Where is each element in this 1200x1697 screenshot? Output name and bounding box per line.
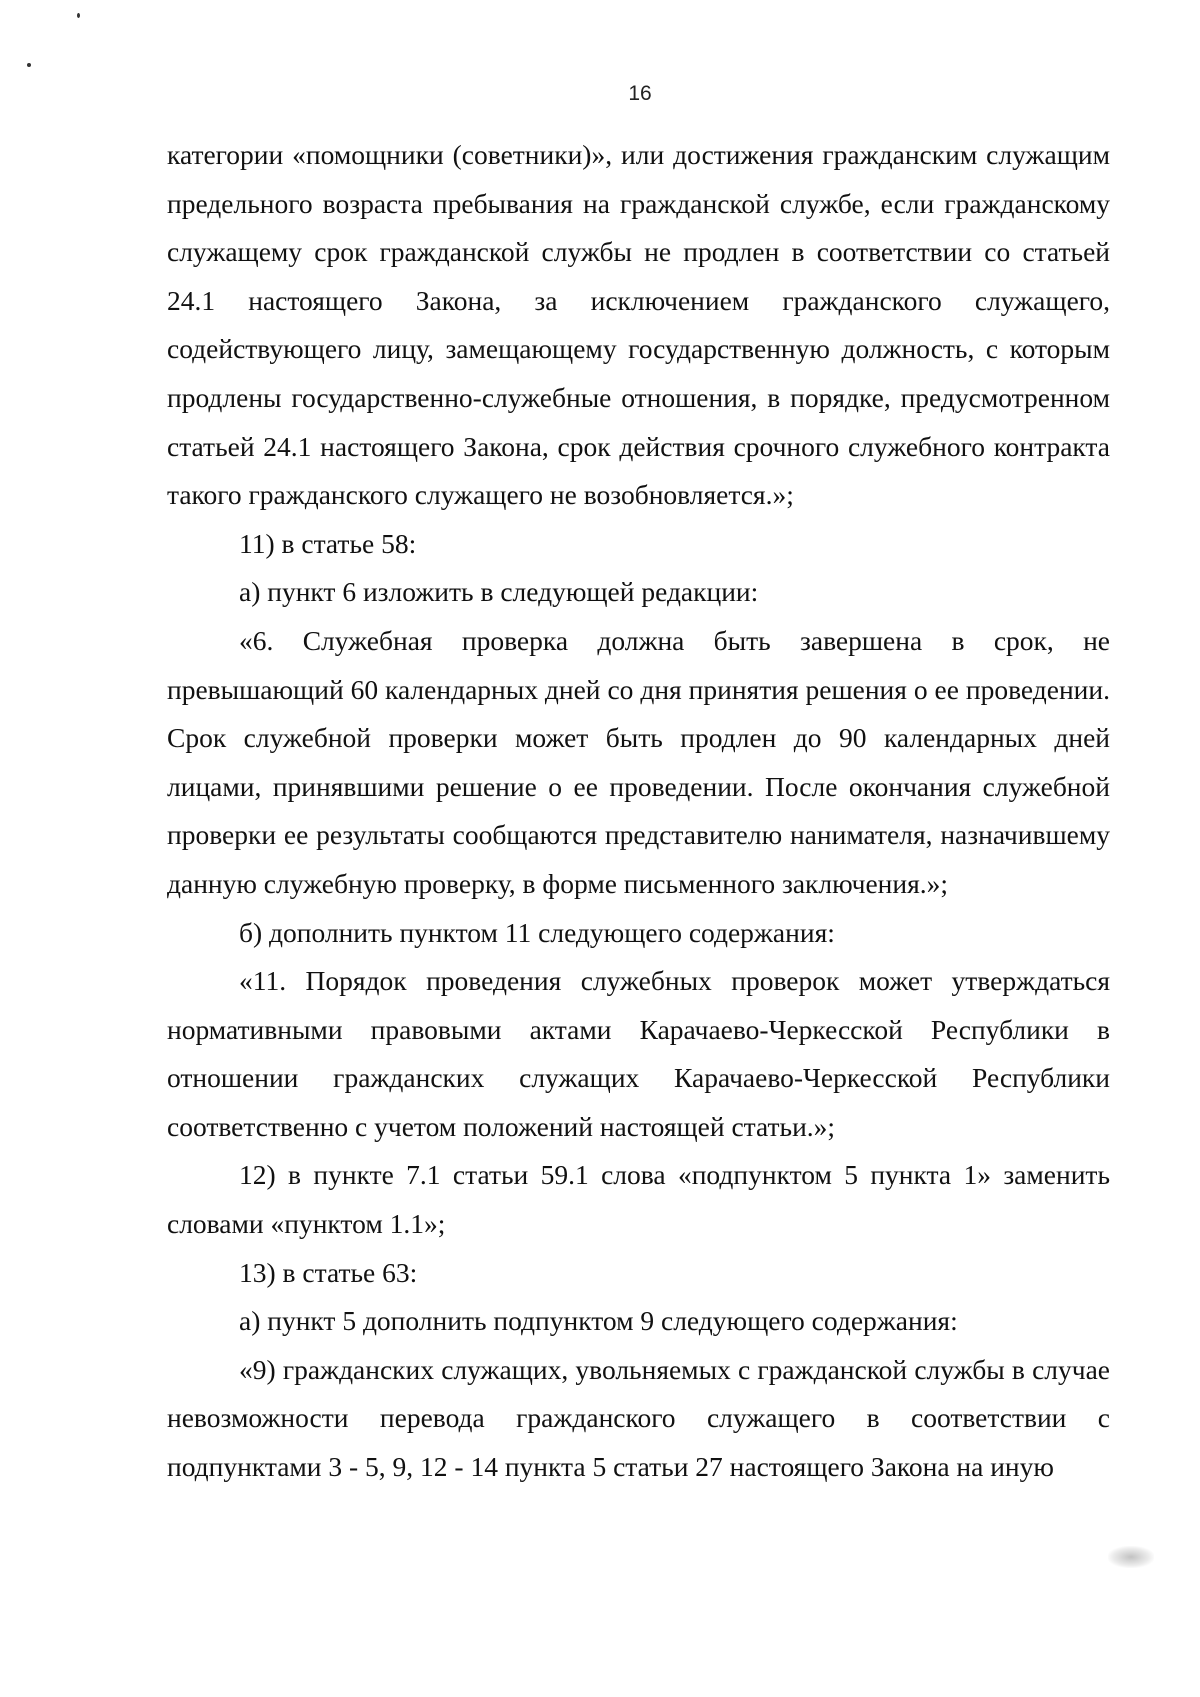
paragraph: «9) гражданских служащих, увольняемых с гражданской службы в случае невозможности перевода гражданского служащего в соответствии с подпунктами 3 - 5, 9, 12 - 14 пункта 5 статьи 27 настоящего Закона на иную	[167, 1353, 1110, 1483]
paragraph: а) пункт 5 дополнить подпунктом 9 следующего содержания:	[239, 1305, 958, 1337]
paragraph: категории «помощники (советники)», или достижения гражданским служащим предельного возраста пребывания на гражданской службе, если гражданскому служащему срок гражданской службы не продлен в соответствии со статьей 24.1 настоящего Закона, за исключением гражданского служащего, содействующего лицу, замещающему государственную должность, с которым продлены государственно-служебные отношения, в порядке, предусмотренном статьей 24.1 настоящего Закона, срок действия срочного служебного контракта такого гражданского служащего не возобновляется.»;	[167, 139, 1110, 511]
page-number: 16	[628, 82, 652, 105]
paragraph: «11. Порядок проведения служебных проверок может утверждаться нормативными правовыми актами Карачаево-Черкесской Республики в отношении гражданских служащих Карачаево-Черкесской Республики соответственно с учетом положений настоящей статьи.»;	[167, 965, 1110, 1142]
paragraph: 11) в статье 58:	[239, 527, 417, 559]
scan-speck	[77, 13, 80, 18]
paragraph: «6. Служебная проверка должна быть завершена в срок, не превышающий 60 календарных дней со дня принятия решения о ее проведении. Срок служебной проверки может быть продлен до 90 календарных дней лицами, принявшими решение о ее проведении. После окончания служебной проверки ее результаты сообщаются представителю нанимателя, назначившему данную служебную проверку, в форме письменного заключения.»;	[167, 624, 1110, 899]
scan-speck	[27, 63, 31, 67]
scan-smudge	[1108, 1546, 1154, 1568]
document-body	[167, 131, 1110, 1492]
paragraph: а) пункт 6 изложить в следующей редакции:	[239, 576, 759, 608]
paragraph: б) дополнить пунктом 11 следующего содержания:	[239, 916, 835, 948]
paragraph: 13) в статье 63:	[239, 1256, 418, 1288]
paragraph: 12) в пункте 7.1 статьи 59.1 слова «подпунктом 5 пункта 1» заменить словами «пунктом 1.1»;	[167, 1159, 1110, 1240]
